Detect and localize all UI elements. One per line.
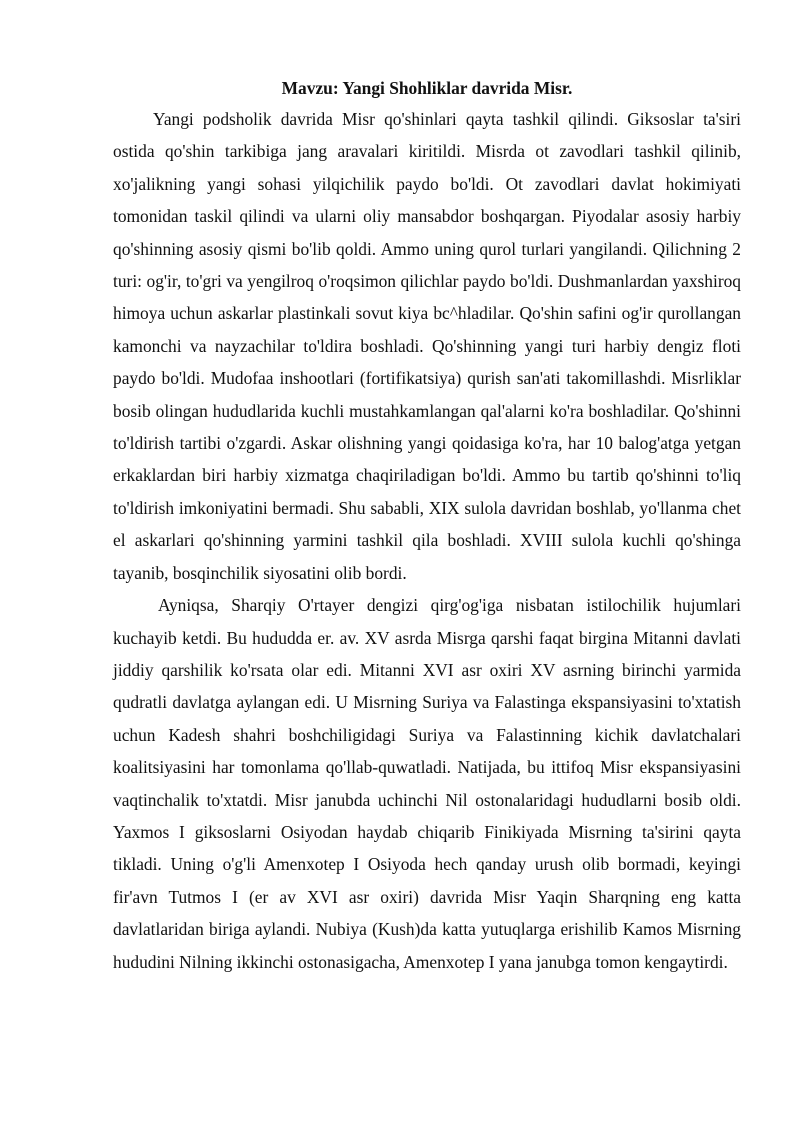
paragraph-1: Yangi podsholik davrida Misr qo'shinlari qayta tashkil qilindi. Giksoslar ta'siri ostida qo'shin tarkibiga jang aravalari kiritildi. Misrda ot zavodlari tashkil qilinib, xo'jalikning yangi sohasi yilqichilik paydo bo'ldi. Ot zavodlari davlat hokimiyati tomonidan taskil qilindi va ularni oliy mansabdor boshqargan. Piyodalar asosiy harbiy qo'shinning asosiy qismi bo'lib qoldi. Ammo uning qurol turlari yangilandi. Qilichning 2 turi: og'ir, to'gri va yengilroq o'roqsimon qilichlar paydo bo'ldi. Dushmanlardan yaxshiroq himoya uchun askarlar plastinkali sovut kiya bc^hladilar. Qo'shin safini og'ir qurollangan kamonchi va nayzachilar to'ldira boshladi. Qo'shinning yangi turi harbiy dengiz floti paydo bo'ldi. Mudofaa inshootlari (fortifikatsiya) qurish san'ati takomillashdi. Misrliklar bosib olingan hududlarida kuchli mustahkamlangan qal'alarni ko'ra boshladilar. Qo'shinni to'ldirish tartibi o'zgardi. Askar olishning yangi qoidasiga ko'ra, har 10 balog'atga yetgan erkaklardan biri harbiy xizmatga chaqiriladigan bo'ldi. Ammo bu tartib qo'shinni to'liq to'ldirish imkoniyatini bermadi. Shu sababli, XIX sulola davridan boshlab, yo'llanma chet el askarlari qo'shinning yarmini tashkil qila boshladi. XVIII sulola kuchli qo'shinga tayanib, bosqinchilik siyosatini olib bordi. <box>113 109 741 583</box>
document-title: Mavzu: Yangi Shohliklar davrida Misr. <box>281 78 573 98</box>
paragraph-2: Ayniqsa, Sharqiy O'rtayer dengizi qirg'og'iga nisbatan istilochilik hujumlari kuchayib ketdi. Bu hududda er. av. XV asrda Misrga qarshi faqat birgina Mitanni davlati jiddiy qarshilik ko'rsata olar edi. Mitanni XVI asr oxiri XV asrning birinchi yarmida qudratli davlatga aylangan edi. U Misrning Suriya va Falastinga ekspansiyasini to'xtatish uchun Kadesh shahri boshchiligidagi Suriya va Falastinning kichik davlatchalari koalitsiyasini har tomonlama qo'llab-quwatladi. Natijada, bu ittifoq Misr ekspansiyasini vaqtinchalik to'xtatdi. Misr janubda uchinchi Nil ostonalaridagi hududlarni bosib oldi. Yaxmos I giksoslarni Osiyodan haydab chiqarib Finikiyada Misrning ta'sirini qayta tikladi. Uning o'g'li Amenxotep I Osiyoda hech qanday urush olib bormadi, keyingi fir'avn Tutmos I (er av XVI asr oxiri) davrida Misr Yaqin Sharqning eng katta davlatlaridan biriga aylandi. Nubiya (Kush)da katta yutuqlarga erishilib Kamos Misrning hududini Nilning ikkinchi ostonasigacha, Amenxotep I yana janubga tomon kengaytirdi. <box>113 595 741 972</box>
document-page <box>113 77 741 978</box>
